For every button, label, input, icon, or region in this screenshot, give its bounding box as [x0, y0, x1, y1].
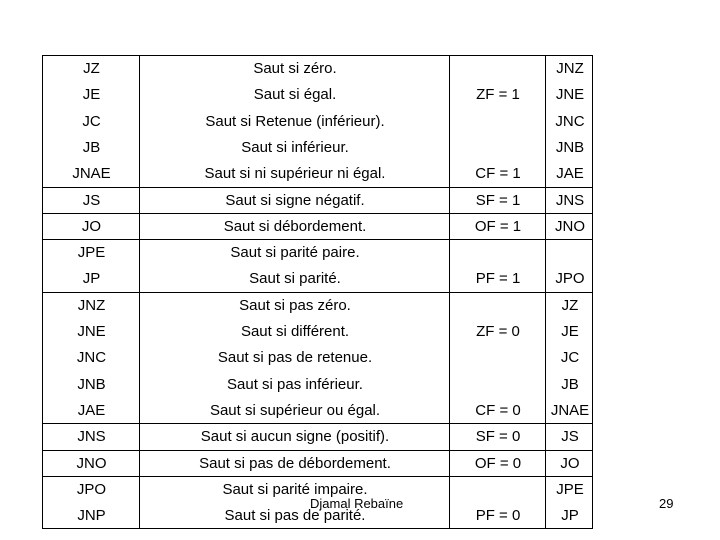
flag-condition-cell	[450, 109, 546, 135]
opposite-instruction-cell: JNO	[555, 217, 585, 235]
opposite-instruction-cell: JZ	[561, 296, 579, 314]
column-divider	[545, 56, 546, 528]
table-row	[43, 161, 592, 187]
flag-condition-cell: OF = 0	[474, 454, 522, 472]
description-cell: Saut si ni supérieur ni égal.	[204, 165, 386, 183]
opposite-instruction-cell: JS	[561, 428, 579, 446]
opposite-instruction-cell: JAE	[556, 165, 584, 183]
table-row	[43, 423, 592, 450]
opposite-instruction-cell: JPE	[556, 480, 584, 498]
instruction-cell: JB	[82, 138, 101, 156]
flag-condition-cell: PF = 1	[475, 270, 521, 288]
flag-condition-cell: CF = 0	[475, 401, 521, 419]
description-cell: Saut si supérieur ou égal.	[209, 401, 381, 419]
description-cell: Saut si débordement.	[223, 217, 367, 235]
description-cell: Saut si pas inférieur.	[227, 375, 363, 393]
table-row	[43, 135, 592, 161]
instruction-cell: JO	[81, 217, 102, 235]
opposite-instruction-cell: JNZ	[556, 60, 584, 77]
flag-condition-cell	[450, 135, 546, 161]
description-cell: Saut si parité.	[249, 270, 341, 288]
description-cell: Saut si pas de débordement.	[199, 454, 391, 472]
flag-condition-cell: CF = 1	[475, 165, 521, 183]
table-row	[43, 187, 592, 214]
flag-condition-cell: SF = 0	[475, 428, 521, 446]
flag-condition-cell	[450, 372, 546, 398]
flag-condition-cell	[450, 56, 546, 82]
opposite-instruction-cell: JB	[561, 375, 579, 393]
instruction-cell: JAE	[77, 401, 106, 419]
instruction-cell: JS	[82, 191, 101, 209]
opposite-instruction-cell: JNC	[555, 112, 585, 130]
description-cell: Saut si inférieur.	[241, 138, 349, 156]
instruction-cell: JNO	[76, 454, 107, 472]
table-row	[43, 398, 592, 424]
opposite-instruction-cell: JO	[560, 454, 580, 472]
description-cell: Saut si Retenue (inférieur).	[205, 112, 385, 130]
description-cell: Saut si parité impaire.	[222, 480, 368, 498]
table-row	[43, 345, 592, 371]
instruction-cell: JNP	[77, 507, 106, 525]
instruction-cell: JP	[82, 270, 101, 288]
table-row	[43, 56, 592, 82]
opposite-instruction-cell: JNB	[555, 138, 585, 156]
flag-condition-cell	[450, 345, 546, 371]
instruction-cell: JNB	[77, 375, 106, 393]
jump-instructions-table	[42, 55, 593, 529]
table-row	[43, 292, 592, 319]
table-row	[43, 239, 592, 266]
opposite-instruction-cell: JE	[561, 323, 579, 340]
opposite-instruction-cell: JNS	[555, 191, 585, 209]
instruction-cell: JNAE	[72, 165, 111, 183]
flag-condition-cell	[450, 477, 546, 503]
flag-condition-cell: OF = 1	[474, 217, 522, 235]
opposite-instruction-cell: JC	[560, 349, 580, 367]
description-cell: Saut si aucun signe (positif).	[200, 428, 390, 446]
instruction-cell: JNS	[77, 428, 106, 446]
instruction-cell: JPO	[76, 480, 107, 498]
flag-condition-cell: ZF = 0	[476, 323, 520, 340]
table-row	[43, 213, 592, 240]
instruction-cell: JNE	[77, 323, 106, 340]
description-cell: Saut si pas de parité.	[224, 507, 366, 525]
description-cell: Saut si égal.	[253, 86, 337, 104]
opposite-instruction-cell	[546, 240, 594, 266]
table-row	[43, 372, 592, 398]
table-row	[43, 109, 592, 135]
instruction-cell: JNZ	[77, 296, 106, 314]
table-row	[43, 82, 592, 108]
table-row	[43, 266, 592, 292]
instruction-cell: JZ	[83, 60, 100, 77]
description-cell: Saut si pas zéro.	[239, 296, 351, 314]
flag-condition-cell	[450, 240, 546, 266]
description-cell: Saut si pas de retenue.	[217, 349, 373, 367]
instruction-cell: JPE	[77, 244, 106, 262]
page-number: 29	[659, 496, 674, 511]
column-divider	[139, 56, 140, 528]
description-cell: Saut si parité paire.	[230, 244, 360, 262]
flag-condition-cell: SF = 1	[475, 191, 521, 209]
column-divider	[449, 56, 450, 528]
instruction-cell: JC	[82, 112, 101, 130]
flag-condition-cell	[450, 293, 546, 319]
description-cell: Saut si différent.	[240, 323, 350, 340]
description-cell: Saut si signe négatif.	[225, 191, 365, 209]
flag-condition-cell: ZF = 1	[476, 86, 520, 104]
flag-condition-cell: PF = 0	[475, 507, 521, 525]
instruction-cell: JNC	[76, 349, 107, 367]
description-cell: Saut si zéro.	[253, 60, 337, 77]
opposite-instruction-cell: JP	[561, 507, 579, 525]
opposite-instruction-cell: JPO	[555, 270, 585, 288]
table-row	[43, 450, 592, 477]
opposite-instruction-cell: JNE	[555, 86, 585, 104]
instruction-cell: JE	[82, 86, 101, 104]
opposite-instruction-cell: JNAE	[550, 401, 590, 419]
table-row	[43, 319, 592, 345]
footer-author: Djamal Rebaïne	[310, 496, 404, 511]
